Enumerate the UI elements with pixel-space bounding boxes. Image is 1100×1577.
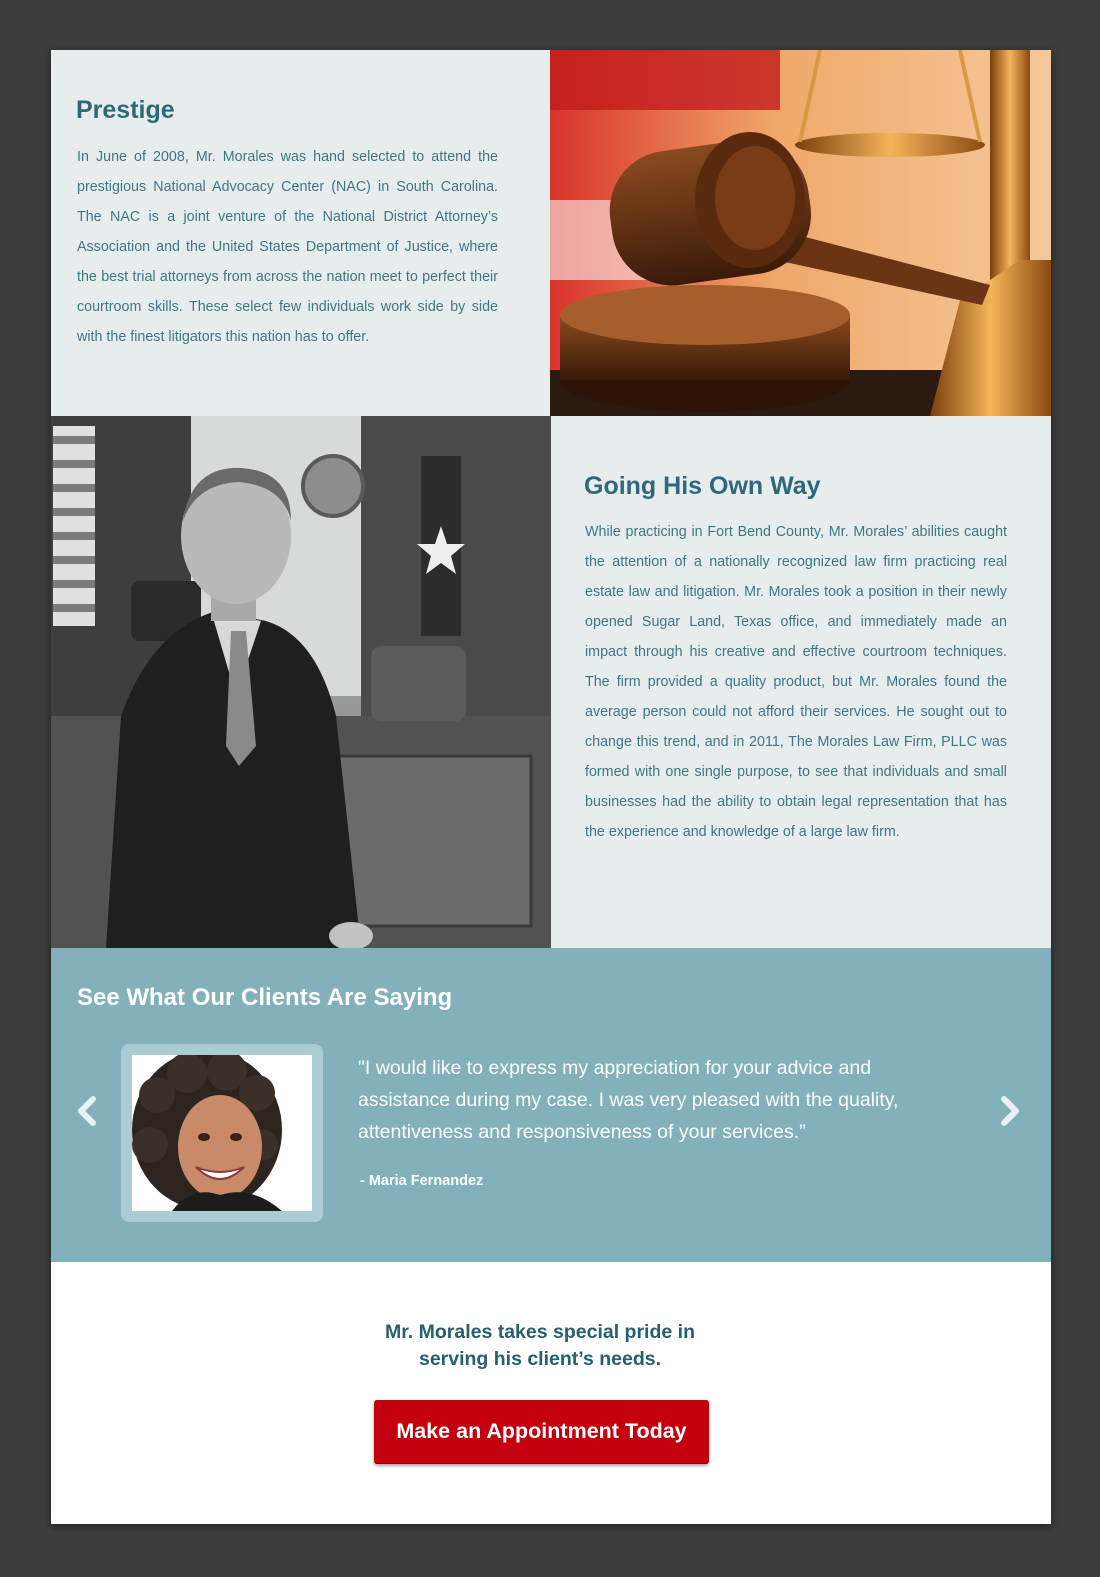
own-way-body: While practicing in Fort Bend County, Mr. Morales’ abilities caught the attention of a nationally recognized law firm practicing real estate law and litigation. Mr. Morales took a position in their newly opened Sugar Land, Texas office, and immediately made an impact through his creative and effective courtroom techniques. The firm provided a quality product, but Mr. Morales found the average person could not afford their services. He sought out to change this trend, and in 2011, The Morales Law Firm, PLLC was formed with one single purpose, to see that individuals and small businesses had the ability to obtain legal representation that has the experience and knowledge of a large law firm.	[585, 524, 1007, 840]
client-avatar	[132, 1055, 312, 1211]
cta-tagline-line1: Mr. Morales takes special pride in	[385, 1321, 695, 1343]
make-appointment-button[interactable]: Make an Appointment Today	[374, 1400, 709, 1464]
prestige-title: Prestige	[76, 96, 175, 124]
chevron-right-icon[interactable]	[994, 1094, 1024, 1128]
testimonial-quote: "I would like to express my appreciation for your advice and assistance during my case. I was very pleased with the quality, attentiveness and responsiveness of your services.”	[358, 1057, 899, 1143]
testimonial-author: - Maria Fernandez	[360, 1173, 484, 1189]
gavel-image	[550, 50, 1051, 416]
prestige-body: In June of 2008, Mr. Morales was hand selected to attend the prestigious National Advocacy Center (NAC) in South Carolina. The NAC is a joint venture of the National District Attorney’s Association and the United States Department of Justice, where the best trial attorneys from across the nation meet to perfect their courtroom skills. These select few individuals work side by side with the finest litigators this nation has to offer.	[77, 149, 498, 345]
attorney-portrait-illustration	[51, 416, 551, 948]
cta-section	[51, 1262, 1051, 1524]
client-avatar-frame	[121, 1044, 323, 1222]
chevron-left-icon[interactable]	[73, 1094, 103, 1128]
cta-tagline-line2: serving his client’s needs.	[418, 1348, 662, 1370]
testimonials-title: See What Our Clients Are Saying	[77, 984, 453, 1011]
cta-tagline	[51, 1319, 1029, 1373]
gavel-illustration	[550, 50, 1051, 416]
attorney-portrait-image	[51, 416, 551, 948]
own-way-section	[551, 416, 1051, 948]
testimonials-section	[51, 948, 1051, 1262]
prestige-section	[51, 50, 550, 416]
own-way-title: Going His Own Way	[584, 472, 821, 500]
page-container	[51, 50, 1051, 1524]
